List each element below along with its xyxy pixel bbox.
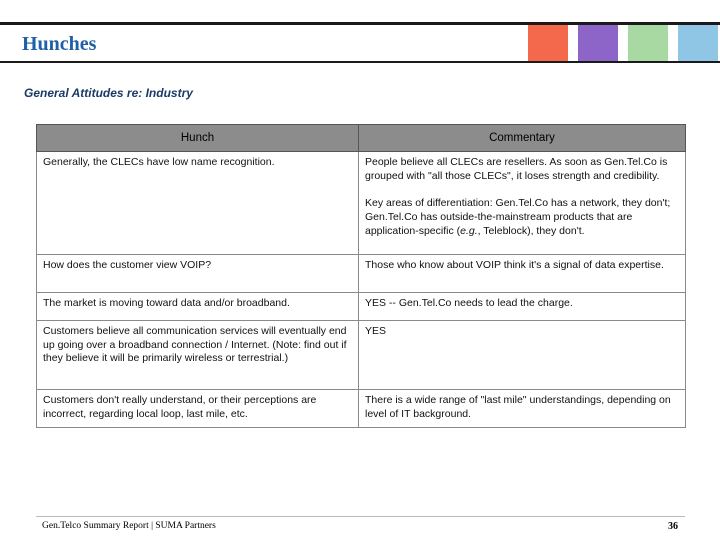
header-bottom-rule (0, 61, 720, 63)
accent-swatch (528, 25, 568, 61)
commentary-paragraph: There is a wide range of "last mile" understandings, depending on level of IT background. (365, 394, 671, 420)
hunches-table (36, 124, 686, 428)
column-header-commentary: Commentary (359, 125, 686, 152)
commentary-paragraph: Key areas of differentiation: Gen.Tel.Co has a network, they don't; Gen.Tel.Co has outside-the-mainstream products that are application-specific (e.g., Teleblock), they don't. (365, 197, 671, 237)
section-subtitle: General Attitudes re: Industry (24, 86, 193, 100)
commentary-paragraph: YES -- Gen.Tel.Co needs to lead the charge. (365, 297, 573, 309)
commentary-cell (359, 390, 686, 428)
hunch-cell: Customers don't really understand, or their perceptions are incorrect, regarding local loop, last mile, etc. (37, 390, 359, 428)
commentary-cell (359, 152, 686, 255)
accent-swatch (678, 25, 718, 61)
table-row (37, 293, 686, 321)
footer-report-name: Gen.Telco Summary Report | SUMA Partners (42, 521, 216, 531)
accent-swatches (528, 25, 720, 61)
commentary-cell (359, 293, 686, 321)
table-header-row (37, 125, 686, 152)
table-row (37, 255, 686, 293)
commentary-cell (359, 255, 686, 293)
commentary-paragraph: People believe all CLECs are resellers. As soon as Gen.Tel.Co is grouped with "all those CLECs", it loses strength and credibility. (365, 156, 668, 182)
hunch-cell: How does the customer view VOIP? (37, 255, 359, 293)
commentary-cell (359, 321, 686, 390)
footer-divider (36, 516, 685, 517)
column-header-hunch: Hunch (37, 125, 359, 152)
page-title: Hunches (22, 33, 97, 55)
table-row (37, 321, 686, 390)
hunch-cell: Generally, the CLECs have low name recognition. (37, 152, 359, 255)
table-row (37, 390, 686, 428)
commentary-paragraph: YES (365, 325, 387, 337)
commentary-paragraph: Those who know about VOIP think it's a signal of data expertise. (365, 259, 664, 271)
accent-swatch (578, 25, 618, 61)
accent-swatch (628, 25, 668, 61)
hunch-cell: The market is moving toward data and/or broadband. (37, 293, 359, 321)
page-number: 36 (668, 521, 678, 532)
table-row (37, 152, 686, 255)
hunch-cell: Customers believe all communication services will eventually end up going over a broadband connection / Internet. (Note: find out if they believe it will be primarily wireless or terrestrial.) (37, 321, 359, 390)
